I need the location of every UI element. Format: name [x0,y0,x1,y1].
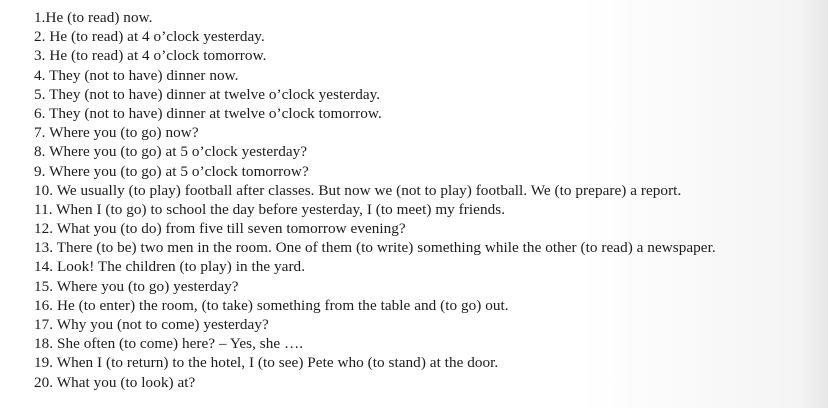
exercise-item-7: 7. Where you (to go) now? [34,124,199,142]
exercise-item-15: 15. Where you (to go) yesterday? [34,277,239,295]
exercise-list [34,8,814,392]
exercise-item-20: 20. What you (to look) at? [34,373,196,391]
exercise-item-10: 10. We usually (to play) football after classes. But now we (not to play) football. We (to prepare) a report. [34,181,682,199]
exercise-item-4: 4. They (not to have) dinner now. [34,66,239,84]
exercise-item-16: 16. He (to enter) the room, (to take) something from the table and (to go) out. [34,296,509,314]
exercise-item-8: 8. Where you (to go) at 5 o’clock yesterday? [34,143,308,161]
exercise-item-11: 11. When I (to go) to school the day before yesterday, I (to meet) my friends. [34,200,506,218]
exercise-item-2: 2. He (to read) at 4 o’clock yesterday. [34,28,265,46]
exercise-item-17: 17. Why you (not to come) yesterday? [34,316,269,333]
page-edge-shadow [798,0,828,408]
exercise-item-12: 12. What you (to do) from five till seven tomorrow evening? [34,220,406,238]
exercise-item-14: 14. Look! The children (to play) in the yard. [34,258,306,276]
exercise-item-3: 3. He (to read) at 4 o’clock tomorrow. [34,47,267,65]
exercise-item-19: 19. When I (to return) to the hotel, I (to see) Pete who (to stand) at the door. [34,354,499,372]
exercise-item-9: 9. Where you (to go) at 5 o’clock tomorrow? [34,162,309,180]
exercise-item-6: 6. They (not to have) dinner at twelve o’clock tomorrow. [34,104,382,122]
exercise-item-5: 5. They (not to have) dinner at twelve o’clock yesterday. [34,85,381,103]
exercise-item-13: 13. There (to be) two men in the room. One of them (to write) something while the other (to read) a newspaper. [34,239,716,257]
exercise-item-18: 18. She often (to come) here? – Yes, she …. [34,335,304,353]
exercise-item-1: 1.He (to read) now. [34,9,153,26]
